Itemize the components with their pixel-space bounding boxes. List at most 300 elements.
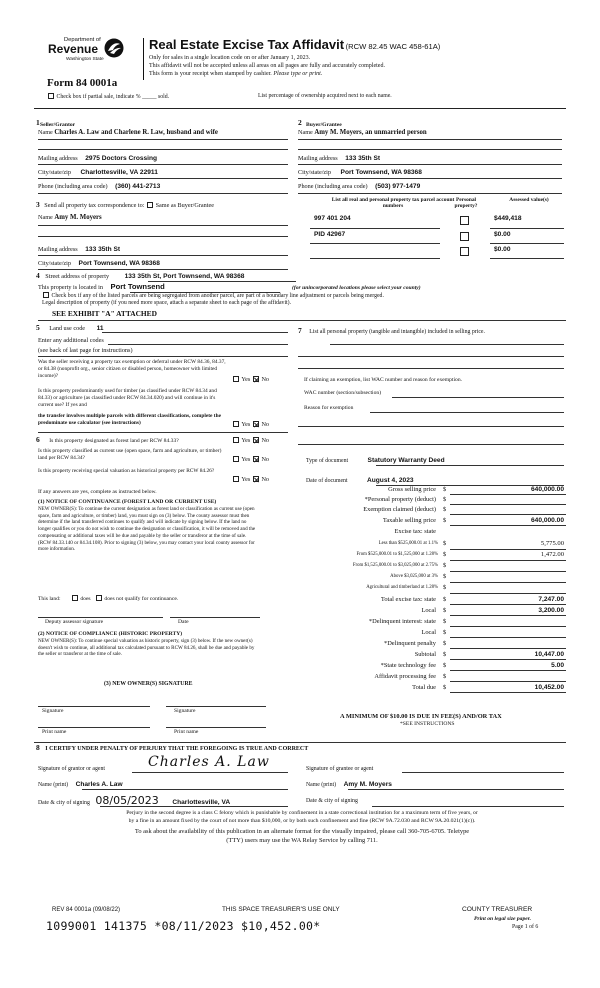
dollar-sign: $	[443, 684, 447, 691]
header-note-1: Only for sales in a single location code on or after January 1, 2023.	[149, 55, 311, 61]
dollar-sign: $	[443, 496, 447, 503]
total-label: Local	[421, 607, 436, 614]
section-1-number: 1	[36, 118, 40, 127]
bracket-row	[300, 539, 566, 550]
section-8-rule	[34, 742, 566, 743]
exemption-yes-checkbox[interactable]	[233, 376, 239, 382]
total-label: Local	[421, 629, 436, 636]
perjury-text-2: by a fine in an amount fixed by the court of not more than $10,000, or by both such confinement and fine (RCW 9A.72.030 and RCW 9A.20.021(1)(c)).	[128, 818, 476, 824]
total-line	[450, 681, 566, 682]
tax-row	[300, 495, 566, 505]
buyer-line-4	[298, 178, 562, 179]
current-use-yes-checkbox[interactable]	[233, 456, 239, 462]
located-label: This property is located in	[38, 284, 103, 291]
land-does-checkbox[interactable]	[72, 595, 78, 601]
exemption-claim-label: If claiming an exemption, list WAC number and reason for exemption.	[304, 377, 463, 383]
bracket-amount[interactable]: 5,775.00	[540, 540, 564, 547]
timber-question-a: Is this property predominantly used for timber (as classified under RCW 84.34 and 84.33) or agriculture (as classified under RCW 84.34.020) and will continue in it's current use? If yes and	[38, 388, 217, 409]
total-row	[300, 661, 566, 671]
section-4-number: 4	[36, 271, 40, 280]
dor-logo-icon	[104, 38, 124, 58]
grantor-name-label: Name (print)	[38, 782, 69, 788]
street-line	[148, 281, 296, 282]
legal-line	[38, 320, 566, 321]
timber-yes-no	[232, 421, 269, 428]
reason-line	[370, 412, 564, 413]
seller-mailing-label: Mailing address	[38, 155, 78, 162]
bracket-row	[300, 583, 566, 594]
timber-no-checkbox[interactable]	[253, 421, 259, 427]
street-row	[36, 272, 244, 281]
tax-row-label: Gross selling price	[388, 486, 436, 493]
new-owner-sig-heading: (3) NEW OWNER(S) SIGNATURE	[104, 681, 193, 687]
tax-row-label: *Personal property (deduct)	[364, 496, 436, 503]
seller-line-4	[38, 178, 288, 179]
see-back-note: (see back of last page for instructions)	[38, 347, 133, 354]
tax-row-label: Taxable selling price	[382, 517, 436, 524]
current-use-no-checkbox[interactable]	[253, 456, 259, 462]
seller-phone-label: Phone (including area code)	[38, 183, 108, 190]
seller-name-label: Name	[38, 129, 53, 136]
tax-table	[300, 485, 566, 745]
total-label: Affidavit processing fee	[374, 673, 436, 680]
no-label: No	[261, 437, 269, 444]
land-use-code[interactable]: 11	[96, 325, 104, 332]
owner-print-name-label: Print name	[42, 729, 67, 735]
land-use-label: Land use code	[49, 325, 86, 332]
perjury-text-1: Perjury in the second degree is a class C felony which is punishable by confinement in a state correctional institution for a maximum term of five years, or	[126, 810, 478, 816]
section-6-number: 6	[36, 435, 40, 444]
total-label: Total due	[412, 684, 436, 691]
yes-label: Yes	[241, 476, 251, 483]
exemption-yes-no	[232, 376, 269, 383]
header-note-3-italic: Please type or print.	[273, 71, 323, 77]
seller-phone-row	[38, 183, 160, 191]
this-land-row	[38, 595, 178, 602]
dept-of-text: Department of	[64, 37, 101, 43]
grantee-name-row	[306, 781, 392, 789]
total-line	[450, 659, 566, 660]
total-amount[interactable]: 10,452.00	[534, 684, 564, 691]
tax-row	[300, 485, 566, 495]
section-7-number: 7	[298, 326, 302, 335]
treasurer-space-label: THIS SPACE TREASURER'S USE ONLY	[222, 906, 340, 913]
bracket-row	[300, 561, 566, 572]
yes-label: Yes	[241, 421, 251, 428]
deputy-sig-line	[38, 617, 163, 618]
this-land-label: This land:	[38, 596, 61, 602]
bracket-line	[450, 593, 566, 594]
form-title-ref: (RCW 82.45 WAC 458-61A)	[345, 42, 441, 51]
tax-city[interactable]: Port Townsend, WA 98368	[78, 260, 160, 267]
bracket-row	[300, 572, 566, 583]
dollar-sign: $	[443, 662, 447, 669]
buyer-city-row	[298, 169, 422, 177]
historic-no-checkbox[interactable]	[253, 476, 259, 482]
form-title-row	[149, 38, 440, 53]
dollar-sign: $	[443, 629, 447, 636]
street-label: Street address of property	[45, 273, 110, 280]
parcels-col-number: List all real and personal property tax parcel account numbers	[331, 197, 455, 210]
dollar-sign: $	[443, 651, 447, 658]
exemption-question: Was the seller receiving a property tax exemption or deferral under RCW 84.36, 84.37, or 84.38 (nonprofit org., senior citizen or disabled person, homeowner with limited income)?	[38, 359, 226, 380]
grantee-name-line	[348, 789, 564, 790]
exemption-no-checkbox[interactable]	[253, 376, 259, 382]
owner-print-line-2	[166, 727, 266, 728]
bracket-label: Agricultural and timberland at 1.28%	[366, 585, 438, 590]
doc-date[interactable]: August 4, 2023	[366, 477, 414, 484]
washington-state-text: Washington State	[66, 57, 104, 62]
alt-format-2: (TTY) users may use the WA Relay Service by calling 711.	[226, 837, 378, 844]
tax-name-label: Name	[38, 214, 53, 221]
rev-number: REV 84 0001a (09/08/22)	[52, 907, 121, 913]
no-label: No	[261, 376, 269, 383]
forest-question: Is this property designated as forest land per RCW 84.33?	[49, 438, 179, 444]
dollar-sign: $	[443, 640, 447, 647]
notice-2-title: (2) NOTICE OF COMPLIANCE (HISTORIC PROPERTY)	[38, 631, 183, 637]
total-row	[300, 595, 566, 605]
dollar-sign: $	[443, 673, 447, 680]
tax-row-label: Excise tax: state	[394, 528, 436, 535]
total-line	[450, 604, 566, 605]
dollar-sign: $	[443, 517, 447, 524]
total-label: *Delinquent penalty	[384, 640, 436, 647]
land-use-line	[102, 332, 288, 333]
segregated-label: Check box if any of the listed parcels are being segregated from another parcel, are part of a boundary line adjustment or parcels being merged.	[51, 293, 384, 299]
total-row	[300, 606, 566, 616]
doc-type-line	[376, 465, 564, 466]
total-line	[450, 692, 566, 693]
s7-line-3	[298, 368, 564, 369]
buyer-phone[interactable]: (503) 977-1479	[375, 183, 421, 190]
s5-rule-1	[38, 356, 288, 357]
grantee-date-label: Date & city of signing	[306, 798, 358, 804]
dollar-sign: $	[443, 486, 447, 493]
seller-mailing[interactable]: 2975 Doctors Crossing	[85, 155, 158, 162]
header-note-3-text: This form is your receipt when stamped by cashier.	[149, 71, 272, 77]
header-note-3	[149, 71, 322, 78]
parcel-line-1	[310, 228, 440, 229]
buyer-city[interactable]: Port Townsend, WA 98368	[340, 169, 422, 176]
seller-line-5	[38, 193, 288, 194]
seller-city-label: City/state/zip	[38, 169, 71, 176]
partial-sale-row	[47, 93, 169, 101]
buyer-mailing-row	[298, 155, 380, 163]
grantor-signature-label: Signature of grantor or agent	[38, 766, 105, 772]
section-7-row	[298, 324, 560, 338]
segregated-row	[42, 292, 384, 300]
timber-question-b: the transfer involves multiple parcels with different classifications, complete the predominate use calculator (see instructions)	[38, 413, 221, 427]
buyer-line-1	[298, 139, 562, 140]
parcel-assessed-value[interactable]: $0.00	[494, 231, 511, 238]
total-line	[450, 670, 566, 671]
tax-city-label: City/state/zip	[38, 260, 71, 267]
header-divider	[143, 38, 144, 80]
grantor-name-line	[82, 789, 288, 790]
grantee-name-label: Name (print)	[306, 782, 337, 788]
section-5-number: 5	[36, 323, 40, 332]
parcel-row	[310, 231, 564, 243]
total-amount[interactable]: 3,200.00	[538, 607, 564, 614]
buyer-heading: Buyer/Grantee	[306, 122, 342, 128]
bracket-label: From $525,000.01 to $1,525,000 at 1.28%	[356, 552, 438, 557]
seller-mailing-row	[38, 155, 157, 163]
segregated-checkbox[interactable]	[43, 292, 49, 298]
tax-row	[300, 505, 566, 515]
perjury-line-2	[38, 818, 566, 825]
parcels-col-personal: Personal property?	[454, 197, 478, 210]
bracket-row	[300, 550, 566, 561]
historic-yes-no	[232, 476, 269, 483]
tax-row-amount[interactable]: 640,000.00	[530, 517, 564, 524]
tax-mailing[interactable]: 133 35th St	[85, 246, 121, 253]
historic-yes-checkbox[interactable]	[233, 476, 239, 482]
parcels-col-assessed: Assessed value(s)	[509, 197, 549, 203]
total-row	[300, 650, 566, 660]
doc-type-row	[306, 457, 445, 465]
land-does-label: does	[80, 596, 91, 602]
owner-signature-label: Signature	[174, 708, 196, 714]
section-2-number: 2	[298, 118, 302, 127]
grantor-signature[interactable]: Charles A. Law	[148, 754, 270, 770]
bracket-amount[interactable]: 1,472.00	[540, 551, 564, 558]
tax-row-line	[450, 514, 566, 515]
s7-line-1	[330, 344, 564, 345]
property-street[interactable]: 133 35th St, Port Townsend, WA 98368	[124, 273, 245, 280]
bracket-label: Above $3,025,000 at 3%	[390, 574, 438, 579]
land-does-not-label: does not qualify for continuance.	[104, 596, 179, 602]
parcel-value-line-2	[490, 243, 564, 244]
alt-format-1: To ask about the availability of this publication in an alternate format for the visually impaired, please call 360-705-6705. Teletype	[134, 828, 470, 835]
grantor-sig-line	[132, 772, 288, 773]
s5-rule-2	[38, 432, 288, 433]
notice-2-body: NEW OWNER(S): To continue special valuation as historic property, sign (3) below. If the new owner(s) doesn't wish to continue, all additional tax calculated pursuant to RCW 84.26, shall be due and payable by the seller or transferor at the time of sale.	[38, 638, 255, 658]
revenue-text: Revenue	[48, 42, 99, 56]
parcel-line-3	[310, 258, 440, 259]
legal-description-value[interactable]: SEE EXHIBIT "A" ATTACHED	[52, 309, 157, 318]
tax-line-4	[38, 269, 288, 270]
personal-property-label: List all personal property (tangible and intangible) included in selling price.	[309, 329, 485, 335]
tax-mailing-row	[38, 246, 120, 254]
partial-sale-checkbox[interactable]	[48, 93, 54, 99]
s7-line-4	[298, 426, 564, 427]
personal-property-checkbox[interactable]	[460, 247, 469, 256]
seller-name-row	[38, 129, 288, 137]
dollar-sign: $	[443, 562, 447, 569]
total-line	[450, 648, 566, 649]
yes-label: Yes	[241, 376, 251, 383]
dollar-sign: $	[443, 607, 447, 614]
total-amount[interactable]: 7,247.00	[538, 596, 564, 603]
see-instructions-note: *SEE INSTRUCTIONS	[400, 721, 455, 727]
treasurer-stamp: 1099001 141375 *08/11/2023 $10,452.00*	[46, 919, 321, 933]
grantor-name-row	[38, 781, 123, 789]
total-amount[interactable]: 5.00	[551, 662, 564, 669]
notice-1-body: NEW OWNER(S): To continue the current designation as forest land or classification as current use (open space, farm and agriculture, or timber) land, you must sign on (3) below. The county assessor must then determine if the land transferred continues to qualify and will indicate by signing below. If the land no longer qualifies or you do not wish to continue the designation or classification, it will be removed and the compensating or additional taxes will be due and payable by the seller or transferor at the time of sale. (RCW 84.33.140 or 84.34.108). Prior to signing (3) below, you may contact your local county assessor for more information.	[38, 506, 256, 553]
buyer-name-row	[298, 129, 427, 137]
legal-paper-note: Print on legal size paper.	[474, 916, 532, 922]
deputy-date-line	[170, 617, 260, 618]
tax-row-amount[interactable]: 640,000.00	[530, 486, 564, 493]
tax-row-label: Exemption claimed (deduct)	[363, 506, 436, 513]
dollar-sign: $	[443, 584, 447, 591]
minimum-due-note: A MINIMUM OF $10.00 IS DUE IN FEE(S) AND/OR TAX	[340, 713, 502, 720]
owner-print-name-label: Print name	[174, 729, 199, 735]
tax-line-2	[38, 236, 288, 237]
tax-row	[300, 527, 566, 537]
unincorporated-note: (for unincorporated locations please select your county)	[292, 285, 421, 291]
seller-line-2	[38, 149, 288, 150]
forest-yes-checkbox[interactable]	[233, 437, 239, 443]
parcel-number[interactable]: PID 42967	[314, 231, 346, 238]
personal-property-checkbox[interactable]	[460, 232, 469, 241]
forest-question-row	[36, 436, 179, 445]
buyer-city-label: City/state/zip	[298, 169, 331, 176]
owner-sig-line-1	[38, 706, 150, 707]
total-row	[300, 628, 566, 638]
additional-codes-label: Enter any additional codes	[38, 337, 104, 344]
seller-city[interactable]: Charlottesville, VA 22911	[80, 169, 158, 176]
parcel-value-line-1	[490, 228, 564, 229]
buyer-line-3	[298, 164, 562, 165]
grantor-name[interactable]: Charles A. Law	[75, 781, 123, 788]
total-label: *State technology fee	[380, 662, 436, 669]
doc-date-row	[306, 477, 414, 485]
total-row	[300, 672, 566, 682]
no-label: No	[261, 456, 269, 463]
parcel-number[interactable]: 997 401 204	[314, 215, 351, 222]
same-as-buyer-label: Same as Buyer/Grantee	[155, 202, 214, 209]
notice-1-title: (1) NOTICE OF CONTINUANCE (FOREST LAND OR CURRENT USE)	[38, 499, 217, 505]
form-title: Real Estate Excise Tax Affidavit	[149, 37, 345, 52]
tax-mailing-label: Mailing address	[38, 246, 78, 253]
buyer-name[interactable]: Amy M. Moyers, an unmarried person	[314, 129, 427, 136]
section-3-number: 3	[36, 200, 40, 209]
parcel-row	[310, 215, 564, 227]
doc-date-label: Date of document	[306, 478, 348, 484]
seller-line-3	[38, 164, 288, 165]
owner-print-line-1	[38, 727, 150, 728]
legal-description-label: Legal description of property (if you need more space, attach a separate sheet to each page of the affidavit).	[42, 300, 292, 306]
tax-name[interactable]: Amy M. Moyers	[54, 214, 102, 221]
tax-city-row	[38, 260, 160, 268]
parcel-assessed-value[interactable]: $0.00	[494, 246, 511, 253]
form-number: Form 84 0001a	[47, 77, 118, 89]
dollar-sign: $	[443, 540, 447, 547]
certify-statement: I CERTIFY UNDER PENALTY OF PERJURY THAT THE FOREGOING IS TRUE AND CORRECT	[45, 746, 309, 752]
tax-row-line	[450, 525, 566, 526]
buyer-line-2	[298, 149, 562, 150]
forest-no-checkbox[interactable]	[253, 437, 259, 443]
seller-heading: Seller/Grantor	[40, 122, 76, 128]
seller-line-1	[38, 139, 288, 140]
perjury-line-1	[38, 810, 566, 817]
total-line	[450, 615, 566, 616]
seller-city-row	[38, 169, 158, 177]
grantor-date-label: Date & city of signing	[38, 800, 90, 806]
section-3-row	[36, 201, 214, 210]
personal-property-checkbox[interactable]	[460, 216, 469, 225]
located-row	[38, 283, 165, 292]
total-amount[interactable]: 10,447.00	[534, 651, 564, 658]
timber-yes-checkbox[interactable]	[233, 421, 239, 427]
grantor-date[interactable]: 08/05/2023	[95, 794, 159, 807]
header-note-2: This affidavit will not be accepted unless all areas on all pages are fully and accurately completed.	[149, 63, 385, 69]
total-label: *Delinquent interest: state	[368, 618, 436, 625]
historic-question: Is this property receiving special valuation as historical property per RCW 84.26?	[38, 468, 215, 474]
dollar-sign: $	[443, 573, 447, 580]
buyer-name-label: Name	[298, 129, 313, 136]
tax-name-row	[38, 214, 102, 222]
yes-label: Yes	[241, 437, 251, 444]
dollar-sign: $	[443, 596, 447, 603]
grantee-signature-label: Signature of grantee or agent	[306, 766, 374, 772]
if-any-yes: If any answers are yes, complete as instructed below.	[38, 489, 157, 495]
same-as-buyer-checkbox[interactable]	[147, 202, 153, 208]
wac-line	[392, 397, 564, 398]
no-label: No	[261, 476, 269, 483]
total-line	[450, 626, 566, 627]
deputy-date-label: Date	[178, 619, 189, 625]
property-location[interactable]: Port Townsend	[110, 282, 165, 291]
grantee-sig-line	[402, 772, 564, 773]
total-line	[450, 637, 566, 638]
owner-signature-label: Signature	[42, 708, 64, 714]
land-does-not-checkbox[interactable]	[96, 595, 102, 601]
grantor-city[interactable]: Charlottesville, VA	[172, 799, 231, 806]
page-number: Page 1 of 6	[512, 924, 539, 930]
doc-type-label: Type of document	[306, 458, 349, 464]
total-row	[300, 683, 566, 693]
additional-codes-line	[108, 344, 288, 345]
total-row	[300, 617, 566, 627]
parcel-value-line-3	[490, 258, 564, 259]
bracket-label: From $1,525,000.01 to $3,025,000 at 2.75%	[352, 563, 438, 568]
forest-yes-no	[232, 437, 269, 444]
reason-label: Reason for exemption	[304, 405, 354, 411]
total-row	[300, 639, 566, 649]
ownership-note: List percentage of ownership acquired next to each name.	[258, 93, 392, 99]
s7-line-2	[298, 356, 564, 357]
parcel-assessed-value[interactable]: $449,418	[494, 215, 522, 222]
tax-line-1	[38, 225, 288, 226]
total-label: Subtotal	[414, 651, 436, 658]
grantor-date-line	[100, 806, 288, 807]
seller-phone[interactable]: (360) 441-2713	[115, 183, 161, 190]
buyer-mailing[interactable]: 133 35th St	[345, 155, 381, 162]
current-use-question: Is this property classified as current use (open space, farm and agriculture, or timber) land per RCW 84.34?	[38, 448, 222, 462]
partial-sale-label: Check box if partial sale, indicate % _____ sold.	[56, 94, 170, 100]
parcel-row	[310, 246, 564, 258]
timber-question	[38, 388, 228, 409]
doc-type[interactable]: Statutory Warranty Deed	[367, 457, 445, 464]
grantee-date-line	[372, 806, 564, 807]
buyer-mailing-label: Mailing address	[298, 155, 338, 162]
dor-logo	[46, 37, 126, 71]
deputy-signature-label: Deputy assessor signature	[45, 619, 104, 625]
header-rule	[34, 108, 566, 109]
s7-line-5	[298, 444, 564, 445]
seller-name[interactable]: Charles A. Law and Charlene R. Law, husband and wife	[54, 129, 218, 136]
section-8-number: 8	[36, 743, 40, 752]
grantee-name[interactable]: Amy M. Moyers	[343, 781, 392, 788]
no-label: No	[261, 421, 269, 428]
tax-row	[300, 516, 566, 526]
yes-label: Yes	[241, 456, 251, 463]
owner-sig-line-2	[166, 706, 266, 707]
bracket-label: Less than $525,000.01 at 1.1%	[378, 541, 438, 546]
parcel-line-2	[310, 243, 440, 244]
